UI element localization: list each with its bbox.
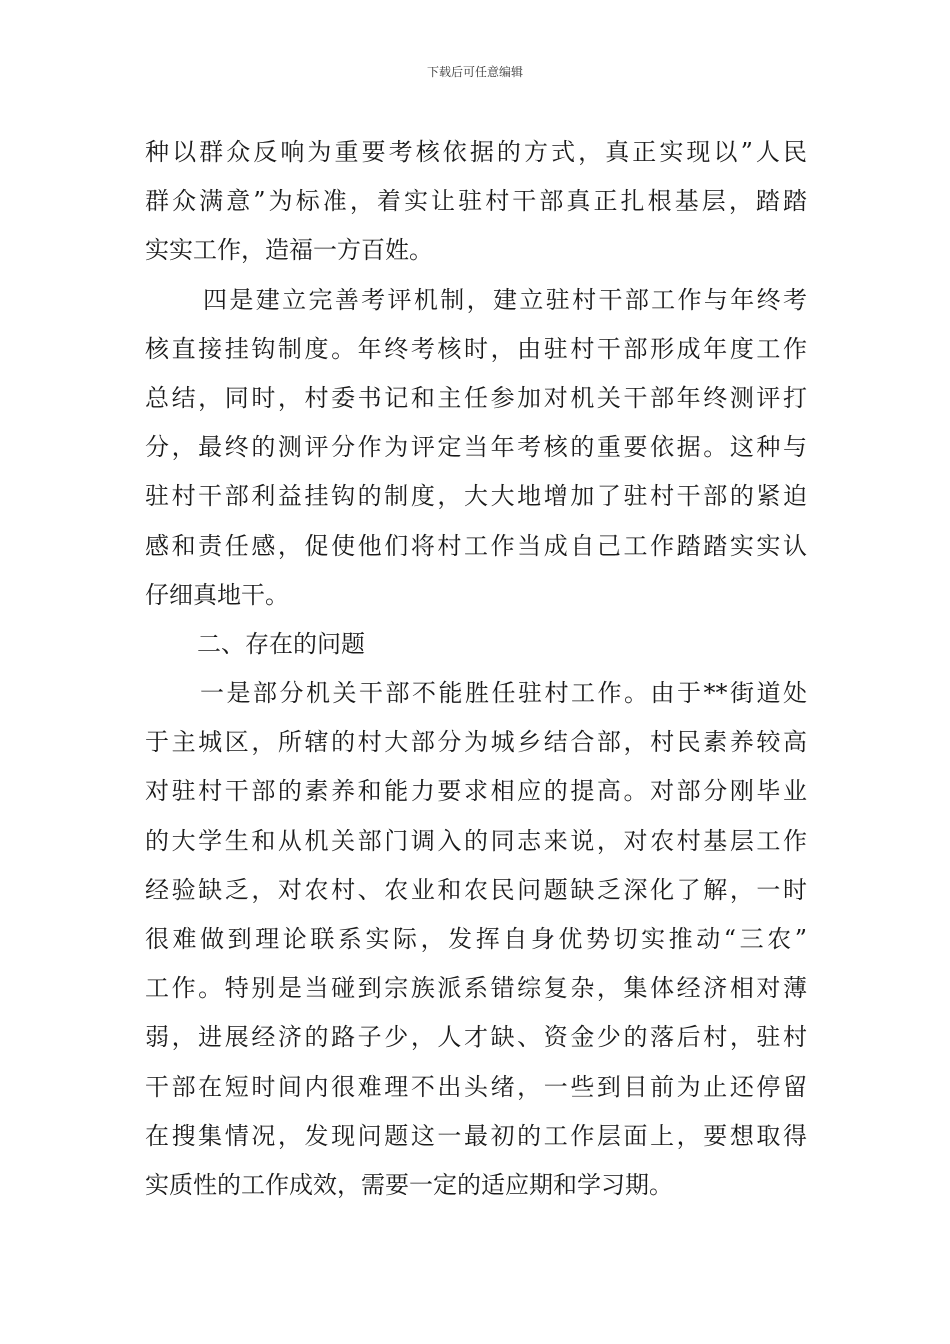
text-line: 总结，同时，村委书记和主任参加对机关干部年终测评打 [145,383,807,412]
text-line: 种以群众反响为重要考核依据的方式，真正实现以”人民 [145,138,807,166]
section-heading-text: 二、存在的问题 [197,629,365,658]
text-line: 驻村干部利益挂钩的制度，大大地增加了驻村干部的紧迫 [145,482,807,511]
text-line: 在搜集情况，发现问题这一最初的工作层面上，要想取得 [145,1121,807,1150]
paragraph-cadre-competence [145,669,807,1210]
text-line: 分，最终的测评分作为评定当年考核的重要依据。这种与 [145,433,807,462]
text-line: 感和责任感，促使他们将村工作当成自己工作踏踏实实认 [145,531,807,560]
page-header: 下载后可任意编辑 [426,65,523,79]
text-line: 工作。特别是当碰到宗族派系错综复杂，集体经济相对薄 [145,974,807,1003]
section-heading [145,620,807,669]
text-line: 群众满意”为标准，着实让驻村干部真正扎根基层，踏踏 [145,187,807,216]
text-line: 的大学生和从机关部门调入的同志来说，对农村基层工作 [145,826,807,855]
paragraph-evaluation-mechanism [145,276,807,620]
text-line: 经验缺乏，对农村、农业和农民问题缺乏深化了解，一时 [145,875,807,904]
document-body [145,128,807,1210]
text-line: 仔细真地干。 [145,580,289,609]
text-line: 干部在短时间内很难理不出头绪，一些到目前为止还停留 [145,1072,807,1101]
text-line: 很难做到理论联系实际，发挥自身优势切实推动“三农” [145,925,807,953]
text-line: 核直接挂钩制度。年终考核时，由驻村干部形成年度工作 [145,334,807,363]
text-line: 弱，进展经济的路子少，人才缺、资金少的落后村，驻村 [145,1023,807,1052]
paragraph-continuation [145,128,807,276]
text-line: 实质性的工作成效，需要一定的适应期和学习期。 [145,1170,673,1199]
text-line: 一是部分机关干部不能胜任驻村工作。由于**街道处 [200,679,807,708]
text-line: 实实工作，造福一方百姓。 [145,236,433,265]
text-line: 对驻村干部的素养和能力要求相应的提高。对部分刚毕业 [145,777,807,806]
text-line: 四是建立完善考评机制，建立驻村干部工作与年终考 [203,285,807,314]
text-line: 于主城区，所辖的村大部分为城乡结合部，村民素养较高 [145,728,807,757]
